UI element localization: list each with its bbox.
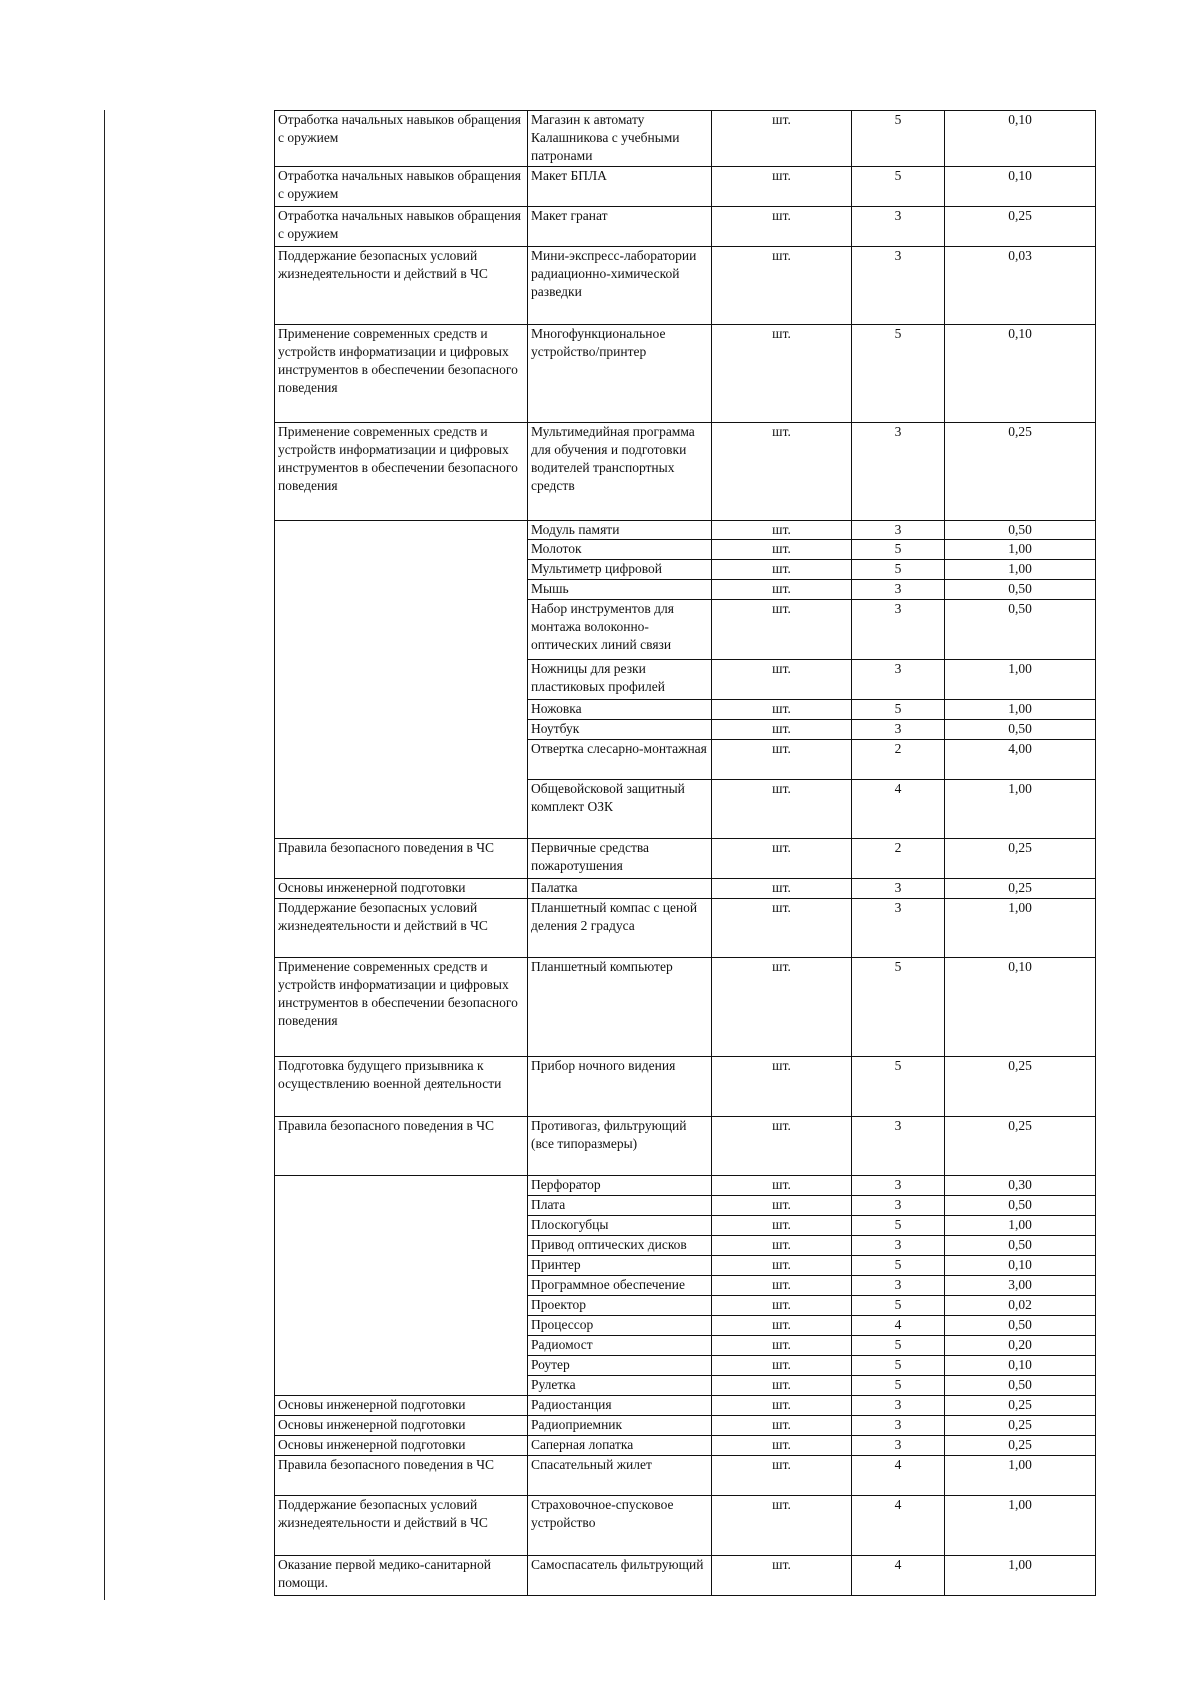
item-name-cell: Проектор: [528, 1296, 712, 1316]
coefficient-cell: 1,00: [945, 1216, 1096, 1236]
course-cell: Отработка начальных навыков обращения с оружием: [275, 111, 528, 167]
quantity-cell: 2: [852, 740, 945, 780]
item-name-cell: Плата: [528, 1196, 712, 1216]
item-name-cell: Макет гранат: [528, 207, 712, 247]
table-row: [275, 958, 1096, 1057]
coefficient-cell: 0,25: [945, 839, 1096, 879]
quantity-cell: 4: [852, 1456, 945, 1496]
quantity-cell: 3: [852, 1236, 945, 1256]
quantity-cell: 5: [852, 1376, 945, 1396]
item-name-cell: Магазин к автомату Калашникова с учебными патронами: [528, 111, 712, 167]
table-row: [275, 1456, 1096, 1496]
unit-cell: шт.: [712, 720, 852, 740]
equipment-table: [274, 110, 1096, 1596]
coefficient-cell: 4,00: [945, 740, 1096, 780]
unit-cell: шт.: [712, 1117, 852, 1176]
course-cell: Отработка начальных навыков обращения с оружием: [275, 167, 528, 207]
coefficient-cell: 0,50: [945, 1196, 1096, 1216]
item-name-cell: Ножницы для резки пластиковых профилей: [528, 660, 712, 700]
table-row: [275, 1416, 1096, 1436]
item-name-cell: Отвертка слесарно-монтажная: [528, 740, 712, 780]
course-cell: Правила безопасного поведения в ЧС: [275, 1117, 528, 1176]
unit-cell: шт.: [712, 1196, 852, 1216]
table-row: [275, 111, 1096, 167]
quantity-cell: 4: [852, 1496, 945, 1556]
unit-cell: шт.: [712, 207, 852, 247]
item-name-cell: Макет БПЛА: [528, 167, 712, 207]
coefficient-cell: 0,10: [945, 167, 1096, 207]
unit-cell: шт.: [712, 1376, 852, 1396]
item-name-cell: Мышь: [528, 580, 712, 600]
coefficient-cell: 0,25: [945, 423, 1096, 521]
quantity-cell: 3: [852, 1276, 945, 1296]
quantity-cell: 3: [852, 720, 945, 740]
quantity-cell: 3: [852, 1196, 945, 1216]
course-cell: Поддержание безопасных условий жизнедеятельности и действий в ЧС: [275, 899, 528, 958]
course-cell: Основы инженерной подготовки: [275, 1416, 528, 1436]
unit-cell: шт.: [712, 839, 852, 879]
quantity-cell: 3: [852, 1117, 945, 1176]
quantity-cell: 3: [852, 879, 945, 899]
course-cell: Основы инженерной подготовки: [275, 879, 528, 899]
coefficient-cell: 0,03: [945, 247, 1096, 325]
table-row: [275, 1556, 1096, 1596]
quantity-cell: 3: [852, 207, 945, 247]
course-cell: Применение современных средств и устройств информатизации и цифровых инструментов в обеспечении безопасного поведения: [275, 423, 528, 521]
quantity-cell: 3: [852, 1436, 945, 1456]
course-cell: Применение современных средств и устройств информатизации и цифровых инструментов в обеспечении безопасного поведения: [275, 958, 528, 1057]
item-name-cell: Самоспасатель фильтрующий: [528, 1556, 712, 1596]
coefficient-cell: 0,25: [945, 879, 1096, 899]
coefficient-cell: 1,00: [945, 700, 1096, 720]
course-cell: Подготовка будущего призывника к осуществлению военной деятельности: [275, 1057, 528, 1117]
unit-cell: шт.: [712, 1057, 852, 1117]
quantity-cell: 5: [852, 1256, 945, 1276]
unit-cell: шт.: [712, 1276, 852, 1296]
item-name-cell: Прибор ночного видения: [528, 1057, 712, 1117]
item-name-cell: Ножовка: [528, 700, 712, 720]
quantity-cell: 5: [852, 167, 945, 207]
item-name-cell: Планшетный компьютер: [528, 958, 712, 1057]
quantity-cell: 3: [852, 1176, 945, 1196]
item-name-cell: Привод оптических дисков: [528, 1236, 712, 1256]
course-cell: Правила безопасного поведения в ЧС: [275, 839, 528, 879]
unit-cell: шт.: [712, 1316, 852, 1336]
coefficient-cell: 0,25: [945, 207, 1096, 247]
quantity-cell: 3: [852, 423, 945, 521]
quantity-cell: 5: [852, 325, 945, 423]
coefficient-cell: 1,00: [945, 1496, 1096, 1556]
coefficient-cell: 0,50: [945, 1316, 1096, 1336]
unit-cell: шт.: [712, 540, 852, 560]
unit-cell: шт.: [712, 1436, 852, 1456]
quantity-cell: 5: [852, 540, 945, 560]
unit-cell: шт.: [712, 958, 852, 1057]
item-name-cell: Планшетный компас с ценой деления 2 градуса: [528, 899, 712, 958]
item-name-cell: Спасательный жилет: [528, 1456, 712, 1496]
coefficient-cell: 1,00: [945, 1556, 1096, 1596]
table-row: [275, 1176, 1096, 1196]
item-name-cell: Ноутбук: [528, 720, 712, 740]
course-cell: [275, 1176, 528, 1396]
coefficient-cell: 0,50: [945, 600, 1096, 660]
unit-cell: шт.: [712, 167, 852, 207]
coefficient-cell: 0,25: [945, 1057, 1096, 1117]
unit-cell: шт.: [712, 1396, 852, 1416]
unit-cell: шт.: [712, 1556, 852, 1596]
item-name-cell: Радиостанция: [528, 1396, 712, 1416]
quantity-cell: 3: [852, 580, 945, 600]
unit-cell: шт.: [712, 660, 852, 700]
coefficient-cell: 0,20: [945, 1336, 1096, 1356]
course-cell: Поддержание безопасных условий жизнедеятельности и действий в ЧС: [275, 1496, 528, 1556]
item-name-cell: Принтер: [528, 1256, 712, 1276]
coefficient-cell: 0,50: [945, 580, 1096, 600]
table-row: [275, 1057, 1096, 1117]
item-name-cell: Радиомост: [528, 1336, 712, 1356]
table-row: [275, 879, 1096, 899]
item-name-cell: Рулетка: [528, 1376, 712, 1396]
item-name-cell: Мультиметр цифровой: [528, 560, 712, 580]
item-name-cell: Противогаз, фильтрующий (все типоразмеры): [528, 1117, 712, 1176]
unit-cell: шт.: [712, 1296, 852, 1316]
coefficient-cell: 0,50: [945, 720, 1096, 740]
item-name-cell: Саперная лопатка: [528, 1436, 712, 1456]
item-name-cell: Страховочное-спусковое устройство: [528, 1496, 712, 1556]
course-cell: Поддержание безопасных условий жизнедеятельности и действий в ЧС: [275, 247, 528, 325]
quantity-cell: 3: [852, 899, 945, 958]
coefficient-cell: 0,10: [945, 325, 1096, 423]
unit-cell: шт.: [712, 1336, 852, 1356]
coefficient-cell: 0,25: [945, 1436, 1096, 1456]
quantity-cell: 3: [852, 1416, 945, 1436]
unit-cell: шт.: [712, 111, 852, 167]
course-cell: [275, 521, 528, 839]
coefficient-cell: 0,25: [945, 1396, 1096, 1416]
item-name-cell: Модуль памяти: [528, 521, 712, 540]
quantity-cell: 3: [852, 1396, 945, 1416]
coefficient-cell: 1,00: [945, 1456, 1096, 1496]
table-row: [275, 207, 1096, 247]
quantity-cell: 5: [852, 1336, 945, 1356]
quantity-cell: 5: [852, 1057, 945, 1117]
unit-cell: шт.: [712, 423, 852, 521]
coefficient-cell: 3,00: [945, 1276, 1096, 1296]
coefficient-cell: 1,00: [945, 560, 1096, 580]
unit-cell: шт.: [712, 899, 852, 958]
coefficient-cell: 0,10: [945, 1256, 1096, 1276]
table-row: [275, 1396, 1096, 1416]
coefficient-cell: 0,10: [945, 1356, 1096, 1376]
unit-cell: шт.: [712, 1356, 852, 1376]
course-cell: Применение современных средств и устройств информатизации и цифровых инструментов в обеспечении безопасного поведения: [275, 325, 528, 423]
equipment-table-body: [275, 111, 1096, 1596]
unit-cell: шт.: [712, 560, 852, 580]
unit-cell: шт.: [712, 1216, 852, 1236]
coefficient-cell: 0,50: [945, 1376, 1096, 1396]
item-name-cell: Плоскогубцы: [528, 1216, 712, 1236]
unit-cell: шт.: [712, 1456, 852, 1496]
table-row: [275, 1436, 1096, 1456]
unit-cell: шт.: [712, 1176, 852, 1196]
unit-cell: шт.: [712, 740, 852, 780]
quantity-cell: 5: [852, 1356, 945, 1376]
left-margin-rule: [104, 110, 105, 1600]
coefficient-cell: 0,30: [945, 1176, 1096, 1196]
course-cell: Отработка начальных навыков обращения с оружием: [275, 207, 528, 247]
item-name-cell: Программное обеспечение: [528, 1276, 712, 1296]
item-name-cell: Молоток: [528, 540, 712, 560]
quantity-cell: 3: [852, 660, 945, 700]
table-row: [275, 839, 1096, 879]
unit-cell: шт.: [712, 521, 852, 540]
item-name-cell: Первичные средства пожаротушения: [528, 839, 712, 879]
quantity-cell: 5: [852, 700, 945, 720]
unit-cell: шт.: [712, 580, 852, 600]
unit-cell: шт.: [712, 1416, 852, 1436]
item-name-cell: Набор инструментов для монтажа волоконно-оптических линий связи: [528, 600, 712, 660]
item-name-cell: Мини-экспресс-лаборатории радиационно-химической разведки: [528, 247, 712, 325]
quantity-cell: 3: [852, 247, 945, 325]
table-row: [275, 899, 1096, 958]
table-row: [275, 325, 1096, 423]
table-row: [275, 1117, 1096, 1176]
coefficient-cell: 0,25: [945, 1117, 1096, 1176]
item-name-cell: Процессор: [528, 1316, 712, 1336]
quantity-cell: 5: [852, 560, 945, 580]
course-cell: Оказание первой медико-санитарной помощи.: [275, 1556, 528, 1596]
unit-cell: шт.: [712, 325, 852, 423]
coefficient-cell: 1,00: [945, 899, 1096, 958]
coefficient-cell: 0,50: [945, 521, 1096, 540]
quantity-cell: 2: [852, 839, 945, 879]
item-name-cell: Общевойсковой защитный комплект ОЗК: [528, 780, 712, 839]
item-name-cell: Мультимедийная программа для обучения и подготовки водителей транспортных средств: [528, 423, 712, 521]
quantity-cell: 5: [852, 1296, 945, 1316]
table-row: [275, 167, 1096, 207]
quantity-cell: 5: [852, 958, 945, 1057]
quantity-cell: 4: [852, 780, 945, 839]
quantity-cell: 4: [852, 1556, 945, 1596]
coefficient-cell: 1,00: [945, 540, 1096, 560]
quantity-cell: 4: [852, 1316, 945, 1336]
item-name-cell: Радиоприемник: [528, 1416, 712, 1436]
item-name-cell: Перфоратор: [528, 1176, 712, 1196]
item-name-cell: Роутер: [528, 1356, 712, 1376]
item-name-cell: Палатка: [528, 879, 712, 899]
unit-cell: шт.: [712, 1256, 852, 1276]
course-cell: Основы инженерной подготовки: [275, 1436, 528, 1456]
course-cell: Правила безопасного поведения в ЧС: [275, 1456, 528, 1496]
quantity-cell: 5: [852, 111, 945, 167]
unit-cell: шт.: [712, 1496, 852, 1556]
coefficient-cell: 1,00: [945, 660, 1096, 700]
course-cell: Основы инженерной подготовки: [275, 1396, 528, 1416]
quantity-cell: 5: [852, 1216, 945, 1236]
quantity-cell: 3: [852, 521, 945, 540]
coefficient-cell: 0,10: [945, 111, 1096, 167]
item-name-cell: Многофункциональное устройство/принтер: [528, 325, 712, 423]
table-row: [275, 1496, 1096, 1556]
unit-cell: шт.: [712, 1236, 852, 1256]
table-row: [275, 247, 1096, 325]
coefficient-cell: 0,50: [945, 1236, 1096, 1256]
unit-cell: шт.: [712, 700, 852, 720]
coefficient-cell: 0,02: [945, 1296, 1096, 1316]
coefficient-cell: 0,10: [945, 958, 1096, 1057]
table-row: [275, 423, 1096, 521]
unit-cell: шт.: [712, 600, 852, 660]
coefficient-cell: 1,00: [945, 780, 1096, 839]
unit-cell: шт.: [712, 247, 852, 325]
coefficient-cell: 0,25: [945, 1416, 1096, 1436]
table-row: [275, 521, 1096, 540]
quantity-cell: 3: [852, 600, 945, 660]
unit-cell: шт.: [712, 780, 852, 839]
unit-cell: шт.: [712, 879, 852, 899]
